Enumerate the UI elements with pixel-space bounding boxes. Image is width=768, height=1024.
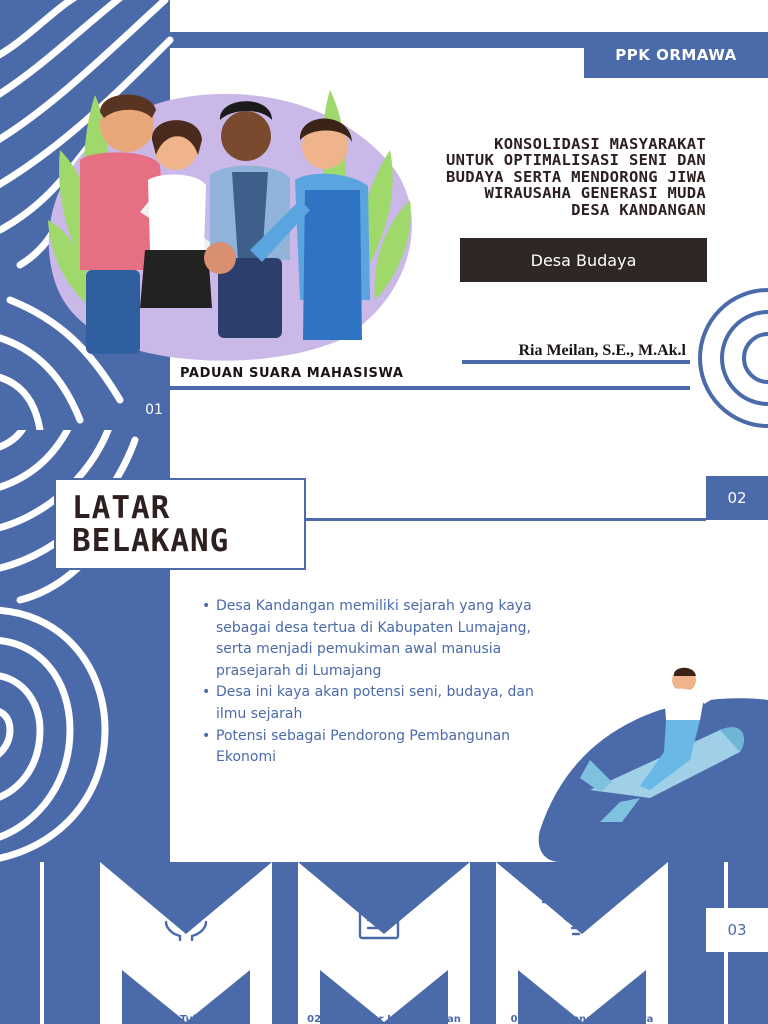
page-number: 03 (706, 908, 768, 952)
list-item: • Potensi sebagai Pendorong Pembangunan Ekonomi (200, 726, 560, 769)
latar-belakang-slide (0, 430, 768, 862)
steps-slide (0, 862, 768, 1024)
section-title-line: LATAR (72, 490, 171, 526)
step-label: 03 - Cara Pengukurannya (510, 1014, 654, 1024)
cover-title-line: BUDAYA SERTA MENDORONG JIWA (445, 167, 706, 186)
team-illustration (80, 94, 370, 354)
latar-belakang-title-box (54, 478, 306, 570)
background-bullet-list (200, 596, 560, 769)
section-title-line: BELAKANG (72, 523, 230, 559)
cover-title-line: KONSOLIDASI MASYARAKAT (494, 135, 706, 153)
choir-caption: PADUAN SUARA MAHASISWA (180, 366, 404, 381)
cover-slide (0, 0, 768, 430)
step-label: 01 - Tujuan (154, 1014, 218, 1024)
list-item: • Desa Kandangan memiliki sejarah yang kaya sebagai desa tertua di Kabupaten Lumajang, serta menjadi pemukiman awal manusia prasejarah di Lumajang (200, 596, 560, 682)
section-title (72, 492, 304, 558)
cover-title-line: UNTUK OPTIMALISASI SENI DAN (445, 151, 706, 170)
cover-title (380, 136, 706, 218)
ppk-ormawa-tag: PPK ORMAWA (584, 32, 768, 78)
page-number: 02 (706, 476, 768, 520)
cover-title-line: WIRAUSAHA GENERASI MUDA (484, 184, 706, 203)
list-item: • Desa ini kaya akan potensi seni, budaya, dan ilmu sejarah (200, 682, 560, 725)
author-name: Ria Meilan, S.E., M.Ak.l (518, 342, 686, 359)
step-label: 02 - Indikator Keberhasilan (307, 1014, 461, 1024)
slide3-background (0, 862, 768, 1024)
page-number: 01 (145, 402, 163, 418)
desa-budaya-banner: Desa Budaya (460, 238, 707, 282)
cover-title-line: DESA KANDANGAN (571, 200, 706, 219)
